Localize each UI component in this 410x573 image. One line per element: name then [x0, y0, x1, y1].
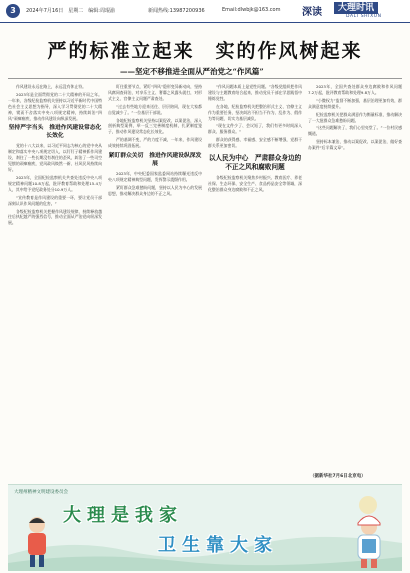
paragraph: 各级纪检监察机关把握作风建设规律，持续释放越往后执纪越严的强烈信号，推动全面从严治党向纵深发展。	[8, 208, 102, 226]
poster-issuer: 大理州精神文明建设委员会	[14, 490, 68, 495]
paragraph: 2023年，全国共查处群众身边腐败和作风问题7.2万起，批评教育帮助和处理9.8万人。	[308, 84, 402, 95]
section-subhead: 坚持严字当头 推进作风建设常态化长效化	[8, 125, 102, 139]
paragraph: 严的基调不变，严的力度不减，一年来，作风建设成效持续巩固拓展。	[108, 137, 202, 149]
paragraph: 2023年是全面贯彻党的二十大精神的开局之年。一年来，各级纪检监察机关坚持以习近平新时代中国特色社会主义思想为指导，深入学习贯彻党的二十大精神，锲而不舍落实中央八项规定精神，持续纠治“四风”顽瘴痼疾，推动作风建设向纵深发展。	[8, 91, 102, 121]
text-column-1	[8, 84, 102, 483]
article-subheadline: ——坚定不移推进全面从严治党之“作风篇”	[120, 67, 264, 76]
poster-slogan-line1: 大理是我家	[63, 505, 183, 526]
newspaper-logo: 大理时讯	[334, 2, 378, 14]
paragraph: “作风问题本质上是党性问题。”各级党组织把作风建设与主题教育结合起来，推动党员干部在学思践悟中锤炼党性。	[208, 84, 302, 101]
divider	[8, 78, 402, 79]
paragraph: 各地纪检监察机关坚持以案促改、以案促治，深入剖析典型案例，举一反三完善制度机制，扎紧制度笼子，推动作风建设常态化长效化。	[108, 117, 202, 135]
text-column-2	[108, 84, 202, 483]
paragraph: “过去有些地方迎来送往、层层陪同，现在大家都自觉减少了。”一位基层干部说。	[108, 103, 202, 115]
newspaper-logo-sub: DALI SHIXUN	[346, 14, 382, 19]
paragraph: “现在文件少了、会议短了，我们有更多时间深入群众、服务群众。”	[208, 123, 302, 135]
article-headline: 严的标准立起来 实的作风树起来	[47, 40, 363, 62]
paragraph: 党的十八大以来，以习近平同志为核心的党中央从制定和落实中央八项规定切入，以钉钉子精神抓作风建设，刹住了一些长期没有刹住的歪风，纠治了一些司空见惯的顽瘴痼疾，党风政风焕然一新、社风民风持续向好。	[8, 143, 102, 173]
masthead-bar	[0, 0, 410, 23]
hotline: 新闻热线:13987200936	[148, 8, 205, 14]
child-figure-illustration	[22, 515, 52, 569]
paragraph: 纪检监察机关把群众满意作为衡量标准，推动解决了一大批群众急难愁盼问题。	[308, 111, 402, 123]
text-column-3	[208, 84, 302, 483]
page-number: 3	[6, 4, 20, 18]
paragraph: 各级纪检监察机关聚焦乡村振兴、教育医疗、养老社保、生态环保、安全生产、食品药品安全等领域，深化整治群众身边腐败和不正之风。	[208, 175, 302, 192]
text-column-4	[308, 84, 402, 470]
paragraph: 紧盯群众急难愁盼问题，坚持以人民为中心的发展思想，推动解决群众身边的不正之风。	[108, 184, 202, 196]
article-signature: （据新华社7月6日北京电）	[310, 474, 366, 479]
paragraph: 在各地，纪检监察机关把整治形式主义、官僚主义作为重要任务，坚决纠治不担当不作为、乱作为、假作为等问题，切实为基层减负。	[208, 103, 302, 121]
paragraph: 作风建设永远在路上，永远没有休止符。	[16, 84, 87, 89]
section-subhead: 以人民为中心 严肃群众身边的不正之风和腐败问题	[208, 154, 302, 171]
paragraph: “小微权力”监督不断加强，基层治理更加有效，群众满意度持续提升。	[308, 97, 402, 109]
email: Email:dlwbjk@163.com	[222, 7, 281, 13]
poster-background-art	[8, 485, 402, 571]
paragraph: “这些问题解决了，我们心里亮堂了。”一位村民感慨道。	[308, 125, 402, 137]
section-subhead: 紧盯群众关切 推进作风建设纵深发展	[108, 153, 202, 167]
section-name: 深读	[302, 7, 322, 18]
paragraph: 2023年，全国纪检监察机关共查处违反中央八项规定精神问题10.8万起，批评教育帮助和处理15.4万人，其中给予党纪政务处分10.9万人。	[8, 174, 102, 192]
paragraph: 群众的获得感、幸福感、安全感不断增强，党群干群关系更加密切。	[208, 137, 302, 149]
paragraph: 2023年，中央纪委国家监委网站持续曝光违反中央八项规定精神典型问题，发挥警示震慑作用。	[108, 171, 202, 182]
paragraph: 坚持标本兼治，推动以案促改、以案促治，做好查办案件“后半篇文章”。	[308, 139, 402, 151]
public-service-poster	[8, 484, 402, 571]
paragraph: 盯住重要节点，紧盯“四风”隐形变异新动向，坚持风腐同查同治，对享乐主义、奢靡之风露头就打，对形式主义、官僚主义问题严肃查处。	[108, 84, 202, 101]
bai-costume-figure-illustration	[344, 513, 394, 569]
paragraph: “宣传教育是作风建设的重要一环，要让党员干部深刻认识作风问题的危害。”	[8, 194, 102, 206]
issue-date: 2024年7月16日 星期二 编辑:周琨渝	[26, 8, 115, 14]
poster-slogan-line2: 卫生靠大家	[158, 535, 278, 556]
